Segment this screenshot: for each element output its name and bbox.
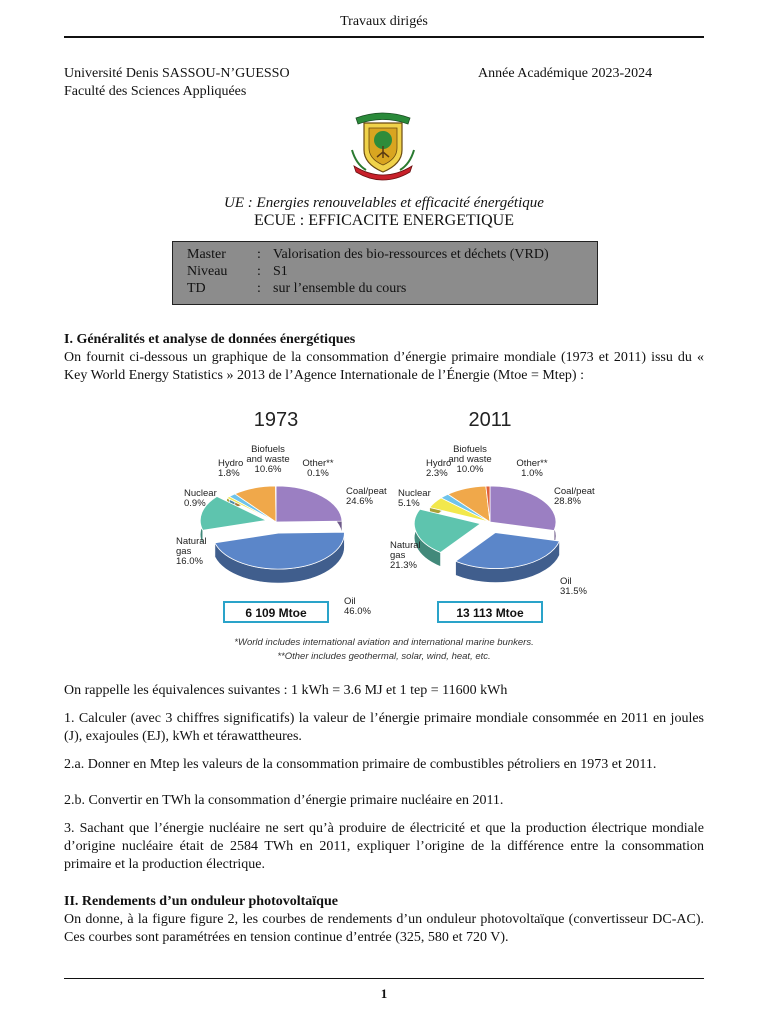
question-1: 1. Calculer (avec 3 chiffres significatifs) la valeur de l’énergie primaire mondiale consommée en 2011 en joules (J), exajoules (EJ), kWh et térawattheures. (64, 711, 704, 744)
info-row: Niveau : S1 (187, 264, 288, 279)
slice-label: 5.1% (398, 498, 420, 509)
chart-note-1: *World includes international aviation and international marine bunkers. (234, 637, 534, 648)
slice-label: 1.0% (521, 468, 543, 479)
slice-label: 21.3% (390, 560, 417, 571)
total-value: 13 113 Mtoe (456, 606, 524, 620)
equivalences: On rappelle les équivalences suivantes : 1 kWh = 3.6 MJ et 1 tep = 11600 kWh (64, 683, 508, 698)
slice-label: Coal/peat (346, 486, 387, 497)
chart-note-2: **Other includes geothermal, solar, wind, heat, etc. (277, 651, 491, 662)
university-name: Université Denis SASSOU-N’GUESSO (64, 66, 290, 81)
page-number: 1 (380, 986, 388, 1001)
header-rule (64, 36, 704, 38)
slice-label: Hydro (218, 458, 244, 469)
slice-label: 2.3% (426, 468, 448, 479)
slice-label: 24.6% (346, 496, 373, 507)
slice-label: Nuclear (184, 488, 217, 499)
pie-1973 (176, 409, 387, 622)
academic-year: Année Académique 2023-2024 (478, 66, 653, 81)
info-key: TD (187, 281, 206, 296)
faculty-name: Faculté des Sciences Appliquées (64, 84, 247, 99)
slice-label: Natural (390, 540, 421, 551)
chart-year-title: 1973 (253, 409, 299, 431)
section2-title: II. Rendements d’un onduleur photovoltaïque (64, 894, 338, 909)
university-logo (350, 110, 416, 182)
ue-title: UE : Energies renouvelables et efficacité énergétique (224, 195, 544, 211)
slice-label: 16.0% (176, 556, 203, 567)
pie-slice-coal-peat (490, 486, 556, 531)
info-key: Master (187, 247, 226, 262)
slice-label: 10.0% (456, 464, 484, 475)
slice-label: gas (390, 550, 406, 561)
slice-label: Oil (344, 596, 356, 607)
slice-label: Oil (560, 576, 572, 587)
slice-label: 31.5% (560, 586, 587, 597)
section1 (64, 331, 704, 385)
ecue-title: ECUE : EFFICACITE ENERGETIQUE (254, 212, 514, 229)
pie-slice-coal-peat (276, 486, 342, 522)
footer-rule (64, 978, 704, 979)
running-header: Travaux dirigés (340, 14, 428, 29)
info-row: Master : Valorisation des bio-ressources et déchets (VRD) (187, 247, 549, 262)
info-value: sur l’ensemble du cours (273, 281, 407, 296)
slice-label: Coal/peat (554, 486, 595, 497)
slice-label: Nuclear (398, 488, 431, 499)
slice-label: gas (176, 546, 192, 557)
program-info-box (172, 241, 598, 305)
slice-label: 46.0% (344, 606, 371, 617)
slice-label: Natural (176, 536, 207, 547)
slice-label: 0.1% (307, 468, 329, 479)
slice-label: 28.8% (554, 496, 581, 507)
chart-year-title: 2011 (468, 409, 512, 431)
slice-label: Other** (302, 458, 334, 469)
question-2a: 2.a. Donner en Mtep les valeurs de la consommation primaire de combustibles pétroliers en 1973 et 2011. (64, 757, 657, 772)
section1-intro: On fournit ci-dessous un graphique de la consommation d’énergie primaire mondiale (1973 et 2011) issu du « Key World Energy Statistics » 2013 de l’Agence Internationale de l’Énergie (Mtoe = Mtep) : (64, 350, 704, 383)
section2 (64, 893, 704, 947)
info-key: Niveau (187, 264, 228, 279)
slice-label: Hydro (426, 458, 452, 469)
section2-text: On donne, à la figure figure 2, les courbes de rendements d’un onduleur photovoltaïque (convertisseur DC-AC). Ces courbes sont paramétrées en tension continue d’entrée (325, 580 et 720 V). (64, 912, 704, 945)
slice-label: Biofuels (453, 444, 487, 455)
slice-label: 1.8% (218, 468, 240, 479)
pie-2011 (390, 409, 595, 622)
energy-pie-chart (168, 404, 600, 666)
question-3: 3. Sachant que l’énergie nucléaire ne sert qu’à produire de électricité et que la production électrique mondiale d’origine nucléaire était de 2584 TWh en 2011, expliquer l’origine de la différence entre la consommation primaire et la production électrique. (64, 821, 704, 872)
info-value: S1 (273, 264, 288, 279)
slice-label: Biofuels (251, 444, 285, 455)
slice-label: Other** (516, 458, 548, 469)
slice-label: and waste (246, 454, 290, 465)
section1-title: I. Généralités et analyse de données énergétiques (64, 332, 356, 347)
info-row: TD : sur l’ensemble du cours (187, 281, 407, 296)
total-value: 6 109 Mtoe (245, 606, 307, 620)
slice-label: and waste (448, 454, 492, 465)
info-value: Valorisation des bio-ressources et déchets (VRD) (273, 247, 549, 262)
question-2b: 2.b. Convertir en TWh la consommation d’énergie primaire nucléaire en 2011. (64, 793, 504, 808)
crest-icon (350, 110, 416, 182)
slice-label: 10.6% (254, 464, 282, 475)
slice-label: 0.9% (184, 498, 206, 509)
